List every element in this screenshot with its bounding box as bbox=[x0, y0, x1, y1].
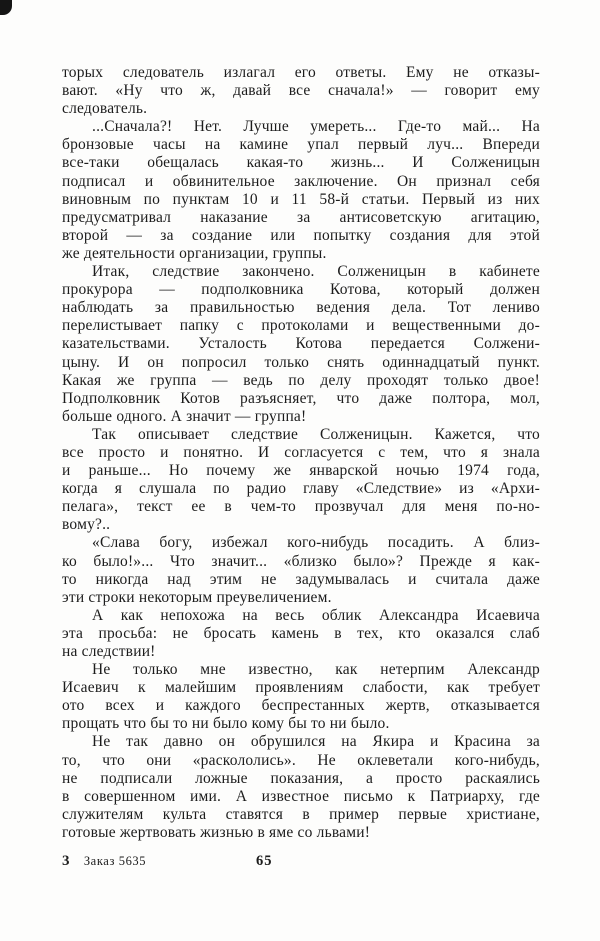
text-line: ото всех и каждого беспрестанных жертв, отказывается bbox=[62, 697, 540, 715]
text-line: эта просьба: не бросать камень в тех, кто оказался слаб bbox=[62, 624, 540, 642]
text-line: бронзовые часы на камине упал первый луч... Впереди bbox=[62, 136, 540, 154]
text-line: когда я слушала по радио главу «Следствие» из «Архи- bbox=[62, 480, 540, 498]
text-line: больше одного. А значит — группа! bbox=[62, 407, 307, 425]
text-line: в совершенном ими. А известное письмо к Патриарху, где bbox=[62, 787, 540, 805]
text-line: цыну. И он попросил только снять одиннадцатый пункт. bbox=[62, 353, 540, 371]
print-signature bbox=[62, 852, 146, 870]
text-line: следователь. bbox=[62, 100, 148, 118]
text-line: предусматривал наказание за антисоветскую агитацию, bbox=[62, 208, 540, 226]
text-line: второй — за создание или попытку создания для этой bbox=[62, 226, 540, 244]
text-line: вому?.. bbox=[62, 516, 111, 534]
text-line: то никогда над этим не задумывалась и считала даже bbox=[62, 570, 540, 588]
text-line: все-таки обещалась какая-то жизнь... И Солженицын bbox=[62, 154, 540, 172]
text-line: готовые жертвовать жизнью в яме со львами! bbox=[62, 823, 371, 841]
page-text-block bbox=[62, 64, 540, 842]
text-line: виновным по пунктам 10 и 11 58-й статьи. Первый из них bbox=[62, 190, 540, 208]
text-line: на следствии! bbox=[62, 643, 156, 660]
text-line: вают. «Ну что ж, давай все сначала!» — говорит ему bbox=[62, 82, 540, 100]
text-line: Исаевич к малейшим проявлениям слабости, как требует bbox=[62, 679, 540, 697]
text-line: подписал и обвинительное заключение. Он признал себя bbox=[62, 172, 540, 190]
text-line: Не только мне известно, как нетерпим Александр bbox=[92, 661, 540, 679]
text-line: торых следователь излагал его ответы. Ему не отказы- bbox=[62, 64, 540, 81]
text-line: Подполковник Котов разъясняет, что даже полтора, мол, bbox=[62, 389, 540, 407]
text-line: «Слава богу, избежал кого-нибудь посадить. А близ- bbox=[92, 534, 540, 552]
text-line: прокурора — подполковника Котова, который должен bbox=[62, 281, 540, 299]
text-line: не подписали ложные показания, а просто раскаялись bbox=[62, 769, 540, 787]
text-line: и раньше... Но почему же январской ночью 1974 года, bbox=[62, 462, 540, 480]
text-line: ...Сначала?! Нет. Лучше умереть... Где-то май... На bbox=[92, 118, 540, 136]
text-line: перелистывает папку с протоколами и вещественными до- bbox=[62, 317, 540, 335]
text-line: все просто и понятно. И согласуется с тем, что я знала bbox=[62, 443, 540, 461]
text-line: Какая же группа — ведь по делу проходят только двое! bbox=[62, 371, 540, 389]
text-line: служителям культа ставятся в пример первые христиане, bbox=[62, 805, 540, 823]
text-line: наблюдать за правильностью ведения дела. Тот лениво bbox=[62, 299, 540, 317]
print-order-label: Заказ 5635 bbox=[83, 854, 147, 868]
page-footer bbox=[0, 852, 600, 874]
text-line: Так описывает следствие Солженицын. Кажется, что bbox=[92, 425, 540, 443]
signature-number: 3 bbox=[62, 853, 70, 869]
text-line: прощать что бы то ни было кому бы то ни было. bbox=[62, 715, 390, 733]
page-number: 65 bbox=[256, 853, 273, 869]
text-line: ко было!»... Что значит... «близко было»? Прежде я как- bbox=[62, 552, 540, 570]
text-line: пелага», текст ее в чем-то прозвучал для меня по-но- bbox=[62, 498, 540, 516]
scan-corner-artifact bbox=[0, 0, 12, 15]
text-line: эти строки некоторым преувеличением. bbox=[62, 588, 332, 606]
text-line: Не так давно он обрушился на Якира и Красина за bbox=[92, 733, 540, 751]
text-line: Итак, следствие закончено. Солженицын в кабинете bbox=[92, 263, 540, 281]
text-line: казательствами. Усталость Котова передается Солжени- bbox=[62, 335, 540, 353]
text-line: же деятельности организации, группы. bbox=[62, 244, 327, 262]
text-line: то, что они «раскололись». Не оклеветали кого-нибудь, bbox=[62, 751, 540, 769]
text-line: А как непохожа на весь облик Александра Исаевича bbox=[92, 606, 540, 624]
